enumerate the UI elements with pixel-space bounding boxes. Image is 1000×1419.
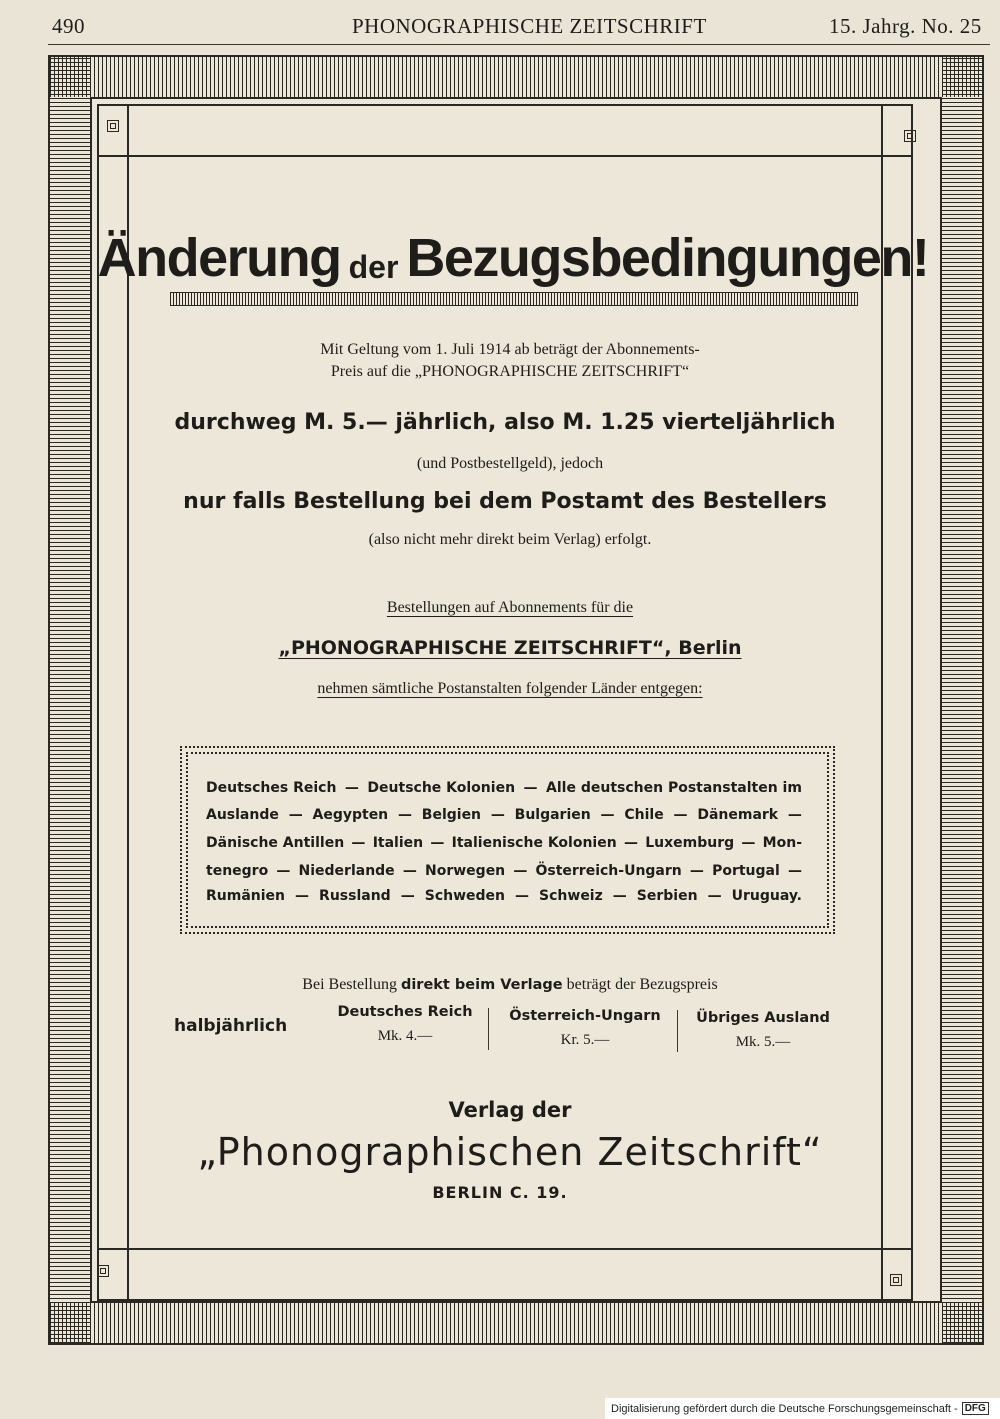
countries-box [180,746,835,934]
corner-ornament-icon [904,130,916,142]
price-column: Österreich-Ungarn Kr. 5.— [509,1008,661,1048]
corner-ornament-icon [107,120,119,132]
countries-line: Rumänien — Russland — Schweden — Schweiz — Serbien — Uruguay. [206,888,802,904]
condition-note: (also nicht mehr direkt beim Verlag) erfolgt. [368,531,652,548]
price-line: durchweg M. 5.— jährlich, also M. 1.25 vierteljährlich [174,410,836,435]
frame-line-bottom-inner [97,1248,913,1250]
publisher-name: „Phonographischen Zeitschrift“ [197,1130,823,1174]
digitization-credit: Digitalisierung gefördert durch die Deutsche Forschungsgemeinschaft - DFG [605,1398,1000,1419]
intro-line-1: Mit Geltung vom 1. Juli 1914 ab beträgt der Abonnements- [320,341,700,358]
headline-word-3: Bezugsbedingungen! [406,228,929,288]
publisher-line-1: Verlag der [448,1098,572,1122]
headline-rule [170,292,858,306]
intro-line-2: Preis auf die „PHONOGRAPHISCHE ZEITSCHRIFT“ [330,363,690,380]
period-label: halbjährlich [174,1016,288,1036]
orders-line-1: Bestellungen auf Abonnements für die [386,599,634,616]
issue-info: 15. Jahrg. No. 25 [829,14,982,38]
page-number: 490 [52,14,85,38]
frame-line-bottom [97,1299,913,1301]
headline [97,205,929,288]
running-title: PHONOGRAPHISCHE ZEITSCHRIFT [352,14,707,38]
countries-line: Auslande — Aegypten — Belgien — Bulgarien — Chile — Dänemark — [206,807,802,823]
frame-line-top [97,104,913,106]
direct-order-text: Bei Bestellung direkt beim Verlage beträgt der Bezugspreis [302,976,718,993]
header-rule [48,44,990,45]
price-column: Übriges Ausland Mk. 5.— [696,1010,830,1050]
countries-line: Dänische Antillen — Italien — Italienische Kolonien — Luxemburg — Mon- [206,835,802,851]
postage-note: (und Postbestellgeld), jedoch [416,455,604,472]
orders-line-2: „PHONOGRAPHISCHE ZEITSCHRIFT“, Berlin [278,637,742,659]
price-column: Deutsches Reich Mk. 4.— [337,1004,473,1044]
column-separator [677,1010,678,1052]
orders-line-3: nehmen sämtliche Postanstalten folgender Länder entgegen: [317,680,703,697]
publisher-city: BERLIN C. 19. [432,1183,568,1202]
frame-line-top-inner [97,155,913,157]
column-separator [488,1008,489,1050]
countries-line: Deutsches Reich — Deutsche Kolonien — Alle deutschen Postanstalten im [206,780,802,796]
corner-ornament-icon [890,1274,902,1286]
dfg-logo: DFG [962,1402,989,1415]
condition-line: nur falls Bestellung bei dem Postamt des Bestellers [183,489,827,514]
countries-line: tenegro — Niederlande — Norwegen — Österreich-Ungarn — Portugal — [206,863,802,879]
headline-word-1: Änderung [97,228,341,288]
headline-word-2: der [348,249,399,285]
corner-ornament-icon [97,1265,109,1277]
